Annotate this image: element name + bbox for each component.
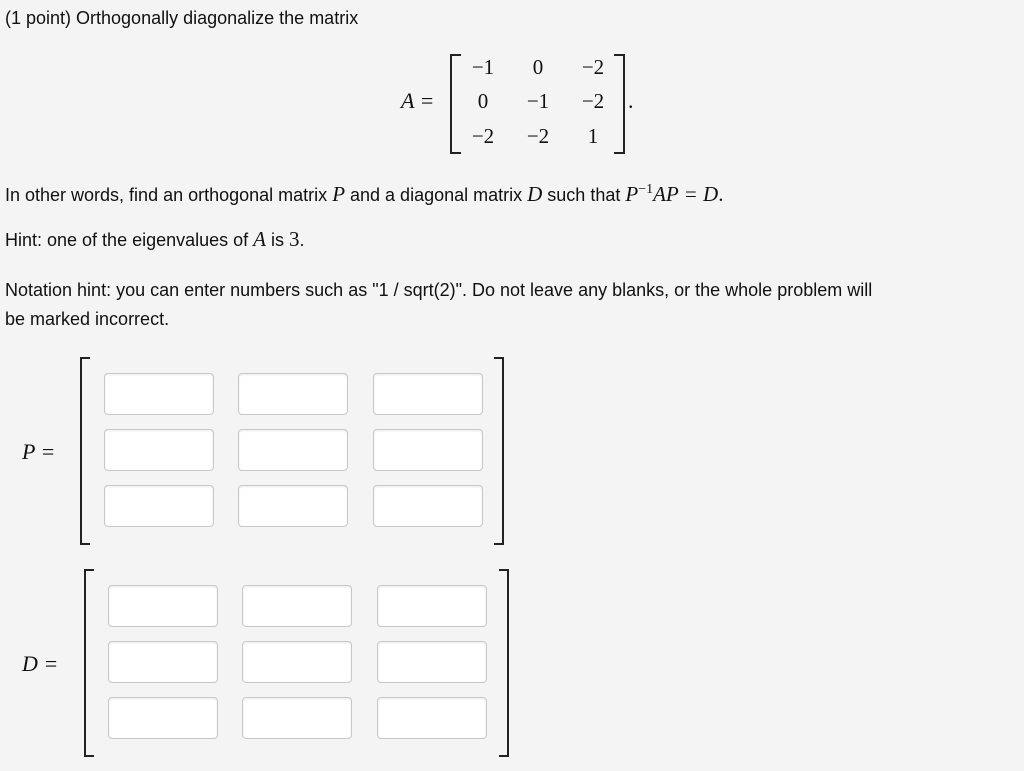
matrix-a-cell: 0: [532, 55, 544, 79]
equation-period: .: [718, 182, 724, 206]
hint-period: .: [299, 230, 305, 250]
equation: [625, 182, 723, 206]
p-entry-input[interactable]: [238, 373, 348, 415]
p-entry-input[interactable]: [373, 373, 483, 415]
hint-eigenvalue: 3: [289, 227, 300, 251]
instruction-var-p: P: [332, 182, 346, 206]
matrix-a-cell: −1: [471, 55, 495, 79]
hint-part: Hint: one of the eigenvalues of: [5, 230, 254, 250]
instruction-var-d: D: [527, 182, 543, 206]
d-entry-input[interactable]: [242, 697, 352, 739]
p-entry-input[interactable]: [238, 485, 348, 527]
p-entry-input[interactable]: [104, 485, 214, 527]
matrix-a-cell: −2: [526, 124, 550, 148]
d-matrix-label: D =: [22, 651, 59, 676]
matrix-a-label: A =: [401, 88, 435, 113]
d-entry-input[interactable]: [108, 585, 218, 627]
problem-title: (1 point) Orthogonally diagonalize the matrix: [5, 8, 359, 28]
p-entry-input[interactable]: [373, 429, 483, 471]
d-entry-input[interactable]: [242, 585, 352, 627]
d-matrix-right-bracket: [499, 569, 509, 757]
d-matrix-left-bracket: [84, 569, 94, 757]
p-matrix-left-bracket: [80, 357, 90, 545]
matrix-a-period: .: [628, 88, 634, 113]
matrix-a-cell: 1: [587, 124, 599, 148]
p-matrix-right-bracket: [494, 357, 504, 545]
hint-part: is: [266, 230, 290, 250]
matrix-a-cell: −2: [581, 89, 605, 113]
d-entry-input[interactable]: [377, 697, 487, 739]
equation-rest: AP = D: [653, 182, 719, 206]
hint-var-a: A: [253, 227, 266, 251]
notation-hint-line-2: be marked incorrect.: [5, 309, 170, 329]
d-entry-input[interactable]: [377, 585, 487, 627]
instruction-part: and a diagonal matrix: [345, 185, 528, 205]
d-entry-input[interactable]: [108, 697, 218, 739]
matrix-a-cell: 0: [477, 89, 489, 113]
p-entry-input[interactable]: [373, 485, 483, 527]
equation-exponent: −1: [638, 182, 654, 197]
d-entry-input[interactable]: [108, 641, 218, 683]
matrix-a-cell: −2: [581, 55, 605, 79]
instruction-part: In other words, find an orthogonal matrix: [5, 185, 333, 205]
matrix-a-cell: −2: [471, 124, 495, 148]
p-entry-input[interactable]: [238, 429, 348, 471]
p-matrix-label: P =: [22, 439, 56, 464]
equation-p: P: [625, 182, 639, 206]
p-entry-input[interactable]: [104, 373, 214, 415]
instruction-text: [5, 175, 723, 210]
p-entry-input[interactable]: [104, 429, 214, 471]
d-entry-input[interactable]: [377, 641, 487, 683]
hint-text: [5, 225, 305, 255]
instruction-part: such that: [542, 185, 626, 205]
notation-hint-line-1: Notation hint: you can enter numbers such as "1 / sqrt(2)". Do not leave any blanks, or the whole problem will: [5, 280, 873, 300]
d-entry-input[interactable]: [242, 641, 352, 683]
matrix-a-cell: −1: [526, 89, 550, 113]
